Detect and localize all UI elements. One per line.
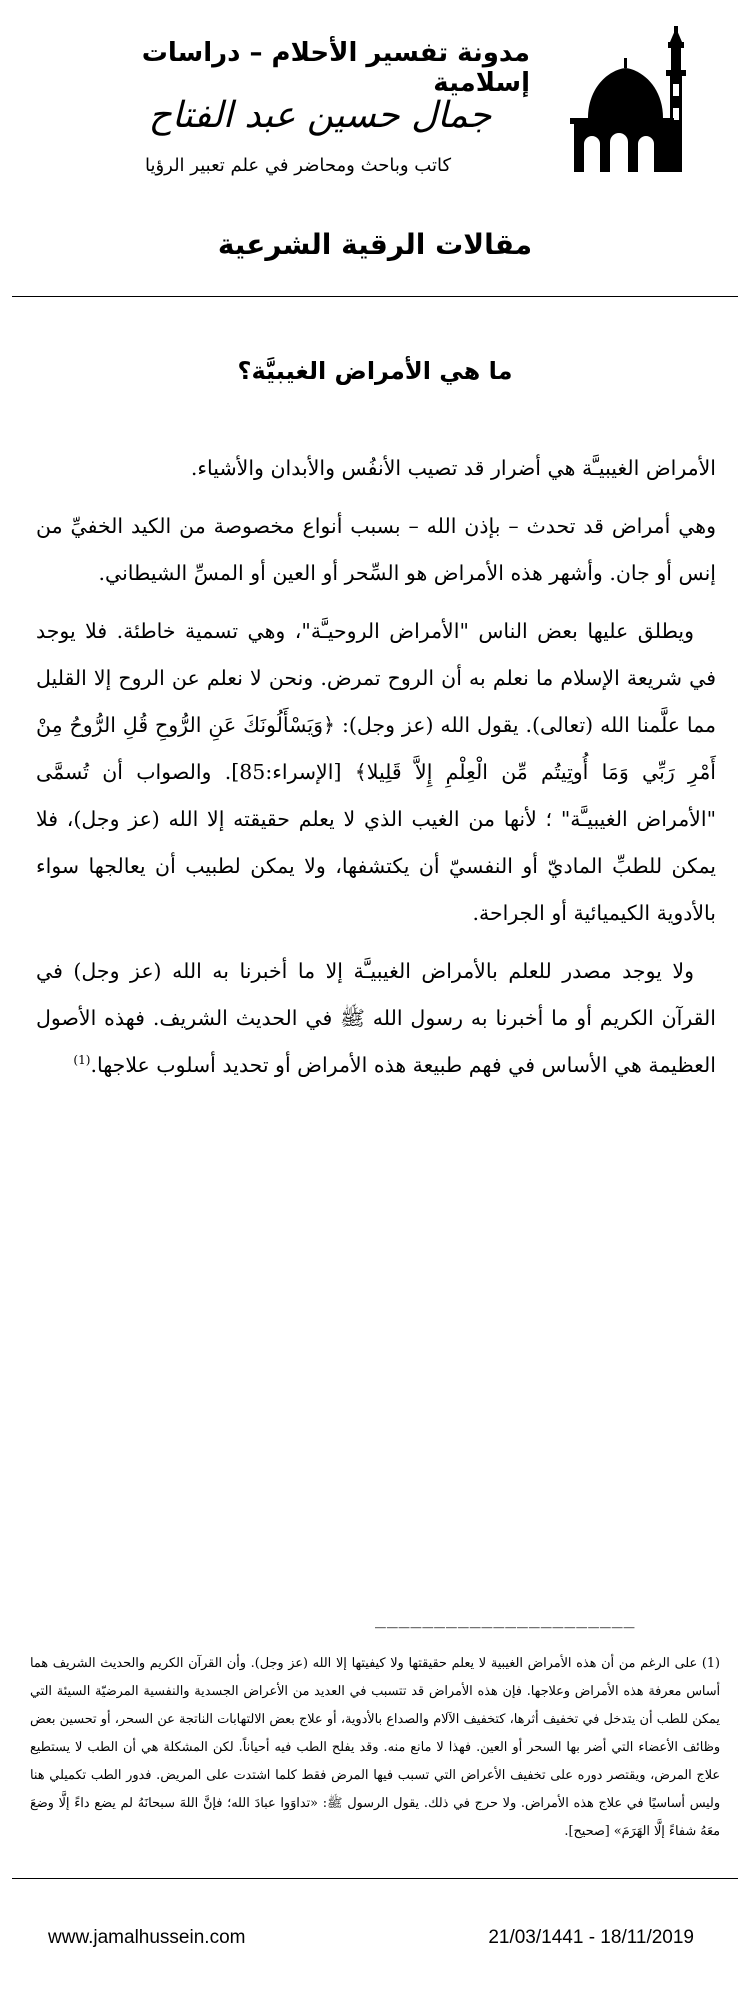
website-link[interactable]: www.jamalhussein.com [48,1927,246,1948]
footnote-text: (1) على الرغم من أن هذه الأمراض الغيبية لا يعلم حقيقتها ولا كيفيتها إلا الله (عز وجل). وأن القرآن الكريم والحديث الشريف هما أساس معرفة هذه الأمراض وعلاجها. فإن هذه الأمراض قد تتسبب في العديد من الأعراض الجسدية والنفسية المرضيّة السيئة التي يمكن للطب أن يتدخل في تخفيف أثرها، كتخفيف الآلام والصداع بالأدوية، أو علاج بعض الالتهابات الناتجة عن السحر، أو تحسين بعض وظائف الأعضاء التي أضر بها السحر أو العين. فهذا لا مانع منه. وقد يفلح الطب فيه أحياناً. لكن المشكلة هي أن الطب لا يستطيع علاج المرض، ويقتصر دوره على تخفيف الأعراض التي تسبب فيها المرض فقط كلما اشتدت على المريض. فدور الطب تكميلي هنا وليس أساسيًا في علاج هذه الأمراض. ولا حرج في ذلك. يقول الرسول ﷺ: «تداوَوا عبادَ الله؛ فإنَّ اللهَ سبحانَهُ لم يضع داءً إلَّا وضعَ معَهُ شفاءً إلَّا الهَرَمَ» [صحيح]. [30,1656,721,1839]
footnote-marker[interactable]: (1) [73,1053,91,1068]
article-body [36,445,716,1100]
paragraph: ويطلق عليها بعض الناس "الأمراض الروحيـَّة"، وهي تسمية خاطئة. فلا يوجد في شريعة الإسلام ما نعلم به أن الروح تمرض. ونحن لا نعلم عن الروح إلا القليل مما علَّمنا الله (تعالى). يقول الله (عز وجل): ﴿وَيَسْأَلُونَكَ عَنِ الرُّوحِ قُلِ الرُّوحُ مِنْ أَمْرِ رَبِّي وَمَا أُوتِيتُم مِّن الْعِلْمِ إِلاَّ قَلِيلا﴾ [الإسراء:85]. والصواب أن تُسمَّى "الأمراض الغيبيـَّة" ؛ لأنها من الغيب الذي لا يعلم حقيقته إلا الله (عز وجل)، فلا يمكن للطبِّ الماديّ أو النفسيّ أن يكتشفها، ولا يمكن لطبيب أن يعالجها سواء بالأدوية الكيميائية أو الجراحة. [36,619,717,925]
page-header [0,0,750,290]
author-name: جمال حسين عبد الفتاح [148,95,492,136]
section-title: مقالات الرقية الشرعية [217,228,533,261]
publish-date: 21/03/1441 - 18/11/2019 [488,1927,694,1948]
blog-title: مدونة تفسير الأحلام – دراسات إسلامية [141,38,530,98]
footnote [30,1650,720,1846]
header-divider [12,296,738,297]
paragraph: وهي أمراض قد تحدث – بإذن الله – بسبب أنواع مخصوصة من الكيد الخفيِّ من إنس أو جان. وأشهر هذه الأمراض هو السِّحر أو العين أو المسِّ الشيطاني. [36,514,716,585]
footnote-separator: ______________________ [375,1608,636,1629]
author-description: كاتب وباحث ومحاضر في علم تعبير الرؤيا [144,155,452,176]
paragraph-text: ولا يوجد مصدر للعلم بالأمراض الغيبيـَّة إلا ما أخبرنا به الله (عز وجل) في القرآن الكريم أو ما أخبرنا به رسول الله ﷺ في الحديث الشريف. فهذه الأصول العظيمة هي الأساس في فهم طبيعة هذه الأمراض أو تحديد أسلوب علاجها. [36,959,716,1077]
paragraph [36,948,716,1089]
mosque-icon [568,18,703,176]
footer-divider [12,1878,738,1879]
article-title: ما هي الأمراض الغيبيَّة؟ [237,357,513,385]
paragraph: الأمراض الغيبيـَّة هي أضرار قد تصيب الأنفُس والأبدان والأشياء. [190,456,716,480]
